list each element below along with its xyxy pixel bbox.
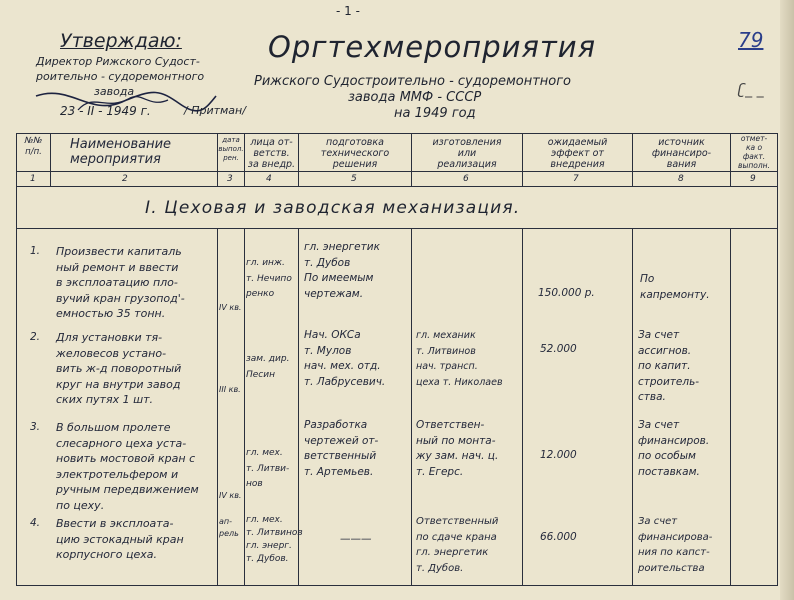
column-rule <box>632 228 633 585</box>
section-divider <box>16 228 778 229</box>
funding-source: За счет ассигнов. по капит. строитель- ства. <box>638 329 700 403</box>
column-number: 8 <box>678 174 684 184</box>
technical-solution: ——— <box>340 533 372 545</box>
column-header: отмет- ка о факт. выполн. <box>738 134 770 170</box>
expected-effect: 66.000 <box>540 531 577 543</box>
approval-line-3: завода <box>94 85 135 98</box>
due-date: ап- рель <box>219 517 239 538</box>
column-number: 4 <box>266 174 272 184</box>
funding-source: За счет финансиров. по особым поставкам. <box>638 419 710 478</box>
column-number: 9 <box>750 174 756 184</box>
header-divider <box>16 171 778 172</box>
subtitle-line-3: на 1949 год <box>394 106 476 121</box>
implementation: Ответствен- ный по монта- жу зам. нач. ц. т. Егерс. <box>416 419 499 478</box>
row-number: 4. <box>30 517 41 529</box>
measure-name: Для установки тя- желовесов устано- вить ж-д поворотный круг на внутри завод ских путях 1 шт. <box>56 331 182 406</box>
row-number: 2. <box>30 331 41 343</box>
table-bottom-border <box>16 585 778 586</box>
column-number: 2 <box>122 174 128 184</box>
column-header: подготовка технического решения <box>320 137 390 170</box>
column-number: 7 <box>573 174 579 184</box>
pencil-mark: ʗ_ _ <box>738 82 764 98</box>
technical-solution: Нач. ОКСа т. Мулов нач. мех. отд. т. Лабрусевич. <box>304 329 386 388</box>
technical-solution: гл. энергетик т. Дубов По имеемым чертежам. <box>304 241 380 300</box>
column-header: №№ п/п. <box>24 136 43 157</box>
column-number: 5 <box>351 174 357 184</box>
column-header: Наименование мероприятия <box>70 137 172 167</box>
due-date: IV кв. <box>219 303 242 312</box>
column-header: дата выпол. рен. <box>218 136 244 162</box>
responsible-person: гл. мех. т. Литвинов гл. энерг. т. Дубов. <box>246 515 303 564</box>
expected-effect: 12.000 <box>540 449 577 461</box>
column-header: источник финансиро- вания <box>651 137 712 170</box>
measure-name: Ввести в эксплоата- цию эстокадный кран корпусного цеха. <box>56 517 184 561</box>
implementation: гл. механик т. Литвинов нач. трансп. цеха т. Николаев <box>416 330 503 388</box>
responsible-person: гл. мех. т. Литви- нов <box>246 448 290 489</box>
approval-date: 23 - II - 1949 г. <box>60 104 151 118</box>
funding-source: За счет финансирова- ния по капст- роительства <box>638 516 713 574</box>
column-rule <box>730 228 731 585</box>
row-number: 3. <box>30 421 41 433</box>
paper-edge <box>780 0 794 600</box>
table-right-border <box>777 133 778 586</box>
approval-signatory: / Притман/ <box>184 104 246 117</box>
expected-effect: 52.000 <box>540 343 577 355</box>
funding-source: По капремонту. <box>640 273 710 301</box>
column-header: ожидаемый эффект от внедрения <box>547 137 608 170</box>
subtitle-line-2: завода ММФ - СССР <box>348 90 482 105</box>
approval-line-2: роительно - судоремонтного <box>36 70 205 83</box>
subtitle-line-1: Рижского Судостроительно - судоремонтного <box>254 74 572 89</box>
column-rule <box>411 228 412 585</box>
number-row-divider <box>16 186 778 187</box>
responsible-person: гл. инж. т. Нечипо ренко <box>246 258 292 299</box>
column-number: 1 <box>30 174 36 184</box>
table-left-border <box>16 133 17 586</box>
due-date: IV кв. <box>219 491 242 500</box>
sheet-number: 79 <box>738 28 764 52</box>
column-number: 6 <box>463 174 469 184</box>
measure-name: Произвести капиталь ный ремонт и ввести в эксплоатацию пло- вучий кран грузопод'- емностью 35 тонн. <box>56 245 185 320</box>
approval-heading: Утверждаю: <box>60 30 182 52</box>
approval-line-1: Директор Рижского Судост- <box>36 55 200 68</box>
column-header: изготовления или реализация <box>432 137 502 170</box>
column-rule <box>522 228 523 585</box>
expected-effect: 150.000 р. <box>538 287 595 299</box>
page-marker: - 1 - <box>336 4 360 18</box>
implementation: Ответственный по сдаче крана гл. энергетик т. Дубов. <box>416 516 499 574</box>
column-header: лица от- ветств. за внедр. <box>247 137 296 170</box>
table-top-border <box>16 133 778 134</box>
row-number: 1. <box>30 245 41 257</box>
due-date: III кв. <box>219 385 241 394</box>
column-number: 3 <box>227 174 233 184</box>
responsible-person: зам. дир. Песин <box>246 354 290 380</box>
measure-name: В большом пролете слесарного цеха уста- новить мостовой кран с электротельфером и ручным передвижением по цеху. <box>56 421 199 512</box>
technical-solution: Разработка чертежей от- ветственный т. Артемьев. <box>304 419 379 478</box>
document-title: Оргтехмероприятия <box>268 30 597 64</box>
section-title: I. Цеховая и заводская механизация. <box>145 198 521 218</box>
